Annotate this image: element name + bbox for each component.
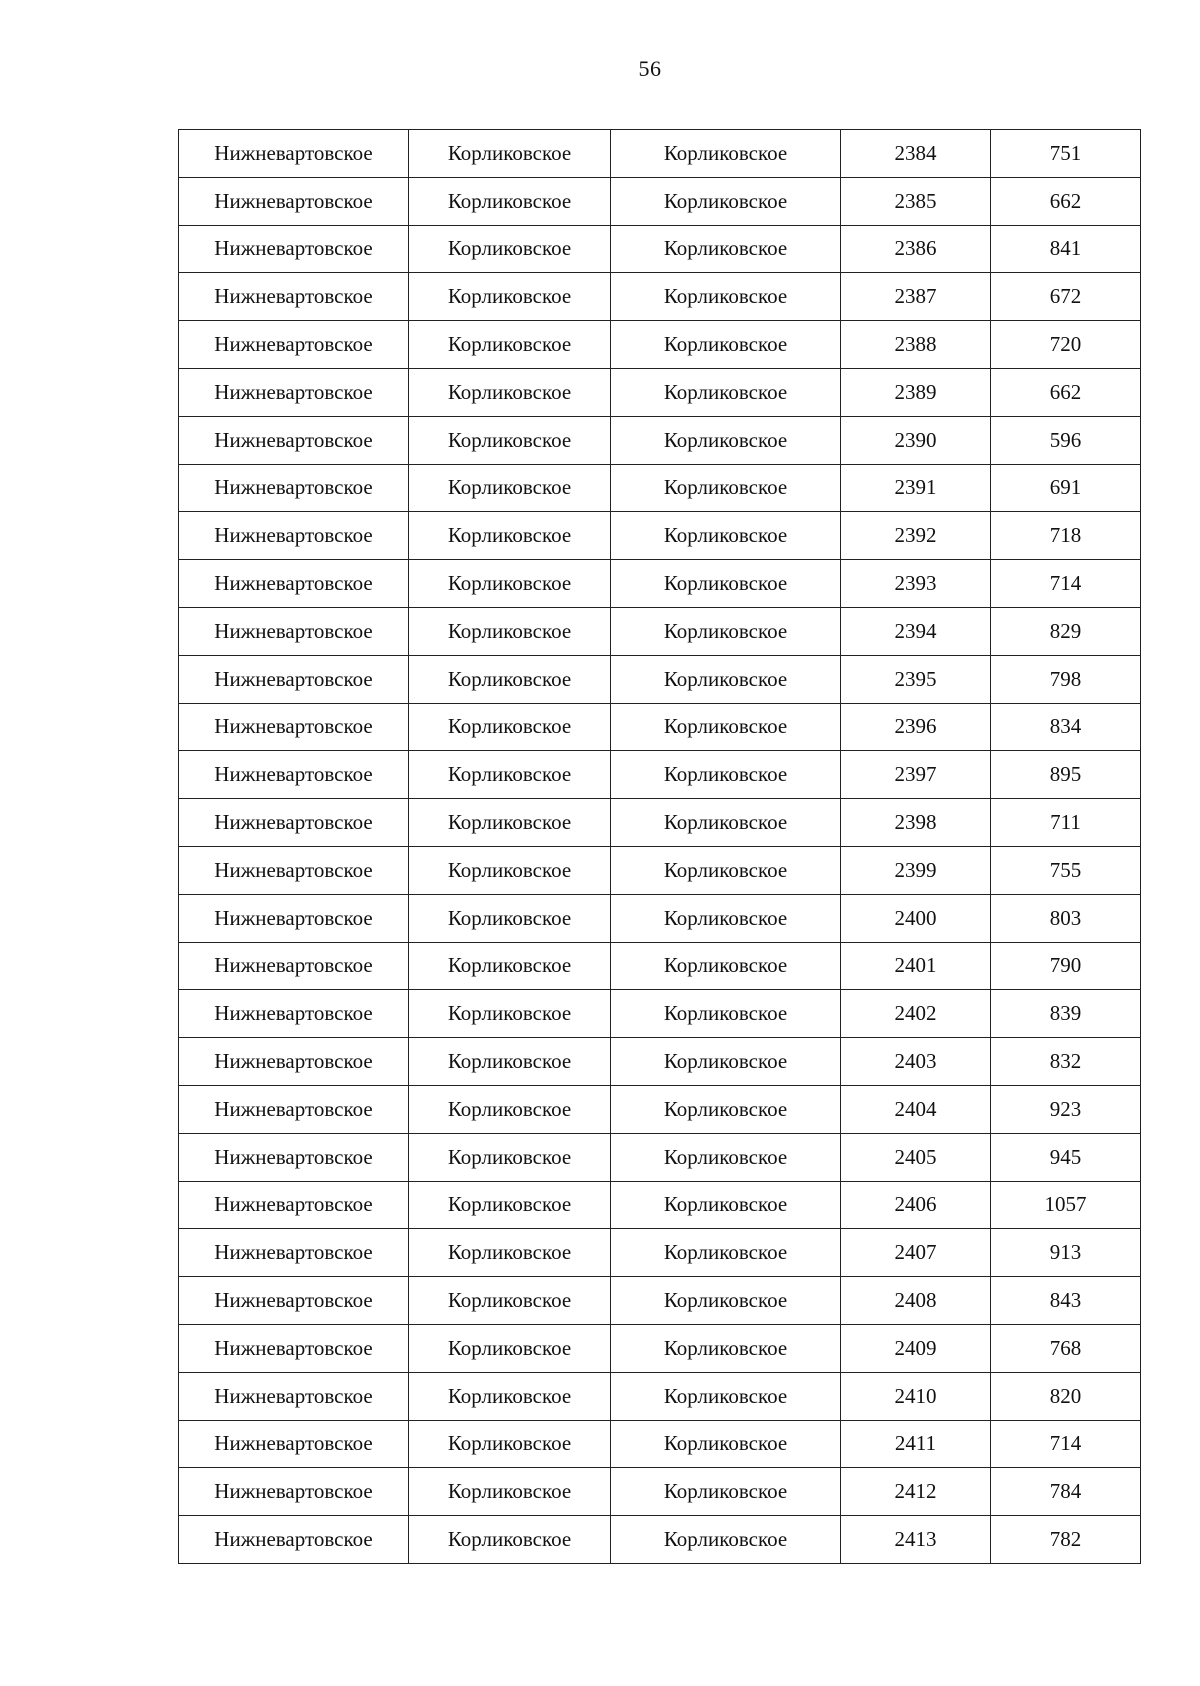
cell-field: Корликовское	[409, 799, 611, 847]
cell-district: Нижневартовское	[179, 177, 409, 225]
table-row	[179, 846, 1141, 894]
table-row	[179, 321, 1141, 369]
table-row	[179, 703, 1141, 751]
cell-area: Корликовское	[611, 130, 841, 178]
cell-field: Корликовское	[409, 1038, 611, 1086]
data-table	[178, 129, 1141, 1564]
table-row	[179, 560, 1141, 608]
cell-district: Нижневартовское	[179, 703, 409, 751]
cell-id: 2413	[841, 1516, 991, 1564]
table-row	[179, 1372, 1141, 1420]
cell-district: Нижневартовское	[179, 225, 409, 273]
cell-id: 2399	[841, 846, 991, 894]
table-row	[179, 1468, 1141, 1516]
cell-area: Корликовское	[611, 1277, 841, 1325]
cell-field: Корликовское	[409, 130, 611, 178]
cell-area: Корликовское	[611, 416, 841, 464]
cell-id: 2394	[841, 607, 991, 655]
table-row	[179, 1516, 1141, 1564]
cell-field: Корликовское	[409, 1133, 611, 1181]
cell-value: 945	[991, 1133, 1141, 1181]
cell-field: Корликовское	[409, 321, 611, 369]
cell-id: 2395	[841, 655, 991, 703]
cell-value: 714	[991, 560, 1141, 608]
cell-field: Корликовское	[409, 368, 611, 416]
cell-district: Нижневартовское	[179, 416, 409, 464]
cell-district: Нижневартовское	[179, 1038, 409, 1086]
table-row	[179, 1038, 1141, 1086]
cell-area: Корликовское	[611, 1085, 841, 1133]
cell-field: Корликовское	[409, 273, 611, 321]
cell-field: Корликовское	[409, 703, 611, 751]
cell-value: 691	[991, 464, 1141, 512]
table-row	[179, 1181, 1141, 1229]
cell-value: 1057	[991, 1181, 1141, 1229]
cell-district: Нижневартовское	[179, 799, 409, 847]
cell-field: Корликовское	[409, 512, 611, 560]
cell-value: 711	[991, 799, 1141, 847]
cell-value: 834	[991, 703, 1141, 751]
cell-id: 2385	[841, 177, 991, 225]
cell-field: Корликовское	[409, 655, 611, 703]
cell-area: Корликовское	[611, 1038, 841, 1086]
table-row	[179, 1277, 1141, 1325]
cell-area: Корликовское	[611, 321, 841, 369]
cell-district: Нижневартовское	[179, 846, 409, 894]
table-row	[179, 942, 1141, 990]
cell-id: 2387	[841, 273, 991, 321]
table-row	[179, 1085, 1141, 1133]
cell-area: Корликовское	[611, 560, 841, 608]
cell-id: 2386	[841, 225, 991, 273]
cell-value: 720	[991, 321, 1141, 369]
cell-value: 596	[991, 416, 1141, 464]
cell-field: Корликовское	[409, 560, 611, 608]
cell-field: Корликовское	[409, 1468, 611, 1516]
cell-field: Корликовское	[409, 607, 611, 655]
table-row	[179, 130, 1141, 178]
cell-district: Нижневартовское	[179, 894, 409, 942]
cell-area: Корликовское	[611, 799, 841, 847]
cell-area: Корликовское	[611, 464, 841, 512]
cell-district: Нижневартовское	[179, 368, 409, 416]
cell-value: 714	[991, 1420, 1141, 1468]
cell-id: 2404	[841, 1085, 991, 1133]
cell-area: Корликовское	[611, 512, 841, 560]
cell-district: Нижневартовское	[179, 607, 409, 655]
cell-district: Нижневартовское	[179, 1181, 409, 1229]
cell-area: Корликовское	[611, 177, 841, 225]
cell-district: Нижневартовское	[179, 560, 409, 608]
cell-value: 832	[991, 1038, 1141, 1086]
cell-id: 2400	[841, 894, 991, 942]
cell-id: 2392	[841, 512, 991, 560]
cell-area: Корликовское	[611, 1372, 841, 1420]
cell-district: Нижневартовское	[179, 1372, 409, 1420]
cell-field: Корликовское	[409, 1516, 611, 1564]
table-row	[179, 607, 1141, 655]
cell-area: Корликовское	[611, 655, 841, 703]
cell-district: Нижневартовское	[179, 655, 409, 703]
cell-field: Корликовское	[409, 942, 611, 990]
table-row	[179, 1324, 1141, 1372]
cell-value: 829	[991, 607, 1141, 655]
cell-value: 768	[991, 1324, 1141, 1372]
cell-value: 751	[991, 130, 1141, 178]
cell-value: 839	[991, 990, 1141, 1038]
table-row	[179, 894, 1141, 942]
cell-id: 2402	[841, 990, 991, 1038]
cell-district: Нижневартовское	[179, 1324, 409, 1372]
cell-value: 662	[991, 177, 1141, 225]
cell-area: Корликовское	[611, 1324, 841, 1372]
cell-field: Корликовское	[409, 225, 611, 273]
cell-district: Нижневартовское	[179, 1420, 409, 1468]
cell-value: 820	[991, 1372, 1141, 1420]
cell-district: Нижневартовское	[179, 130, 409, 178]
cell-district: Нижневартовское	[179, 751, 409, 799]
cell-id: 2408	[841, 1277, 991, 1325]
cell-value: 913	[991, 1229, 1141, 1277]
cell-field: Корликовское	[409, 751, 611, 799]
cell-value: 798	[991, 655, 1141, 703]
cell-district: Нижневартовское	[179, 942, 409, 990]
cell-area: Корликовское	[611, 1468, 841, 1516]
table-row	[179, 464, 1141, 512]
cell-value: 923	[991, 1085, 1141, 1133]
cell-district: Нижневартовское	[179, 321, 409, 369]
cell-district: Нижневартовское	[179, 1468, 409, 1516]
cell-id: 2412	[841, 1468, 991, 1516]
table-row	[179, 177, 1141, 225]
cell-id: 2407	[841, 1229, 991, 1277]
cell-id: 2403	[841, 1038, 991, 1086]
table-row	[179, 512, 1141, 560]
cell-value: 790	[991, 942, 1141, 990]
cell-value: 718	[991, 512, 1141, 560]
cell-area: Корликовское	[611, 1516, 841, 1564]
cell-field: Корликовское	[409, 894, 611, 942]
cell-field: Корликовское	[409, 1324, 611, 1372]
cell-area: Корликовское	[611, 942, 841, 990]
cell-value: 755	[991, 846, 1141, 894]
cell-area: Корликовское	[611, 368, 841, 416]
cell-district: Нижневартовское	[179, 1085, 409, 1133]
table-row	[179, 799, 1141, 847]
cell-id: 2409	[841, 1324, 991, 1372]
cell-district: Нижневартовское	[179, 1133, 409, 1181]
cell-id: 2389	[841, 368, 991, 416]
cell-id: 2401	[841, 942, 991, 990]
cell-field: Корликовское	[409, 990, 611, 1038]
cell-id: 2384	[841, 130, 991, 178]
cell-field: Корликовское	[409, 846, 611, 894]
cell-field: Корликовское	[409, 1181, 611, 1229]
table-row	[179, 1229, 1141, 1277]
cell-id: 2390	[841, 416, 991, 464]
cell-id: 2396	[841, 703, 991, 751]
cell-field: Корликовское	[409, 1229, 611, 1277]
table-row	[179, 655, 1141, 703]
cell-field: Корликовское	[409, 177, 611, 225]
table-row	[179, 416, 1141, 464]
cell-field: Корликовское	[409, 416, 611, 464]
page-number: 56	[638, 56, 662, 81]
cell-value: 672	[991, 273, 1141, 321]
cell-value: 843	[991, 1277, 1141, 1325]
cell-area: Корликовское	[611, 1181, 841, 1229]
table-row	[179, 990, 1141, 1038]
cell-district: Нижневартовское	[179, 1277, 409, 1325]
cell-area: Корликовское	[611, 225, 841, 273]
cell-area: Корликовское	[611, 894, 841, 942]
cell-area: Корликовское	[611, 751, 841, 799]
cell-area: Корликовское	[611, 1229, 841, 1277]
table-row	[179, 751, 1141, 799]
cell-field: Корликовское	[409, 1372, 611, 1420]
cell-id: 2406	[841, 1181, 991, 1229]
cell-area: Корликовское	[611, 703, 841, 751]
cell-area: Корликовское	[611, 846, 841, 894]
cell-id: 2388	[841, 321, 991, 369]
cell-id: 2393	[841, 560, 991, 608]
cell-value: 895	[991, 751, 1141, 799]
table-body	[179, 130, 1141, 1564]
table-row	[179, 225, 1141, 273]
table-row	[179, 368, 1141, 416]
cell-value: 782	[991, 1516, 1141, 1564]
cell-district: Нижневартовское	[179, 990, 409, 1038]
cell-id: 2397	[841, 751, 991, 799]
cell-field: Корликовское	[409, 464, 611, 512]
cell-id: 2391	[841, 464, 991, 512]
cell-value: 803	[991, 894, 1141, 942]
cell-id: 2410	[841, 1372, 991, 1420]
cell-area: Корликовское	[611, 1420, 841, 1468]
cell-id: 2405	[841, 1133, 991, 1181]
cell-district: Нижневартовское	[179, 1516, 409, 1564]
cell-area: Корликовское	[611, 273, 841, 321]
cell-value: 784	[991, 1468, 1141, 1516]
cell-district: Нижневартовское	[179, 464, 409, 512]
table-row	[179, 1133, 1141, 1181]
cell-value: 841	[991, 225, 1141, 273]
cell-district: Нижневартовское	[179, 1229, 409, 1277]
cell-field: Корликовское	[409, 1420, 611, 1468]
table-row	[179, 273, 1141, 321]
cell-value: 662	[991, 368, 1141, 416]
cell-field: Корликовское	[409, 1277, 611, 1325]
cell-district: Нижневартовское	[179, 273, 409, 321]
cell-district: Нижневартовское	[179, 512, 409, 560]
cell-field: Корликовское	[409, 1085, 611, 1133]
cell-area: Корликовское	[611, 607, 841, 655]
cell-area: Корликовское	[611, 990, 841, 1038]
cell-id: 2411	[841, 1420, 991, 1468]
cell-id: 2398	[841, 799, 991, 847]
cell-area: Корликовское	[611, 1133, 841, 1181]
table-row	[179, 1420, 1141, 1468]
